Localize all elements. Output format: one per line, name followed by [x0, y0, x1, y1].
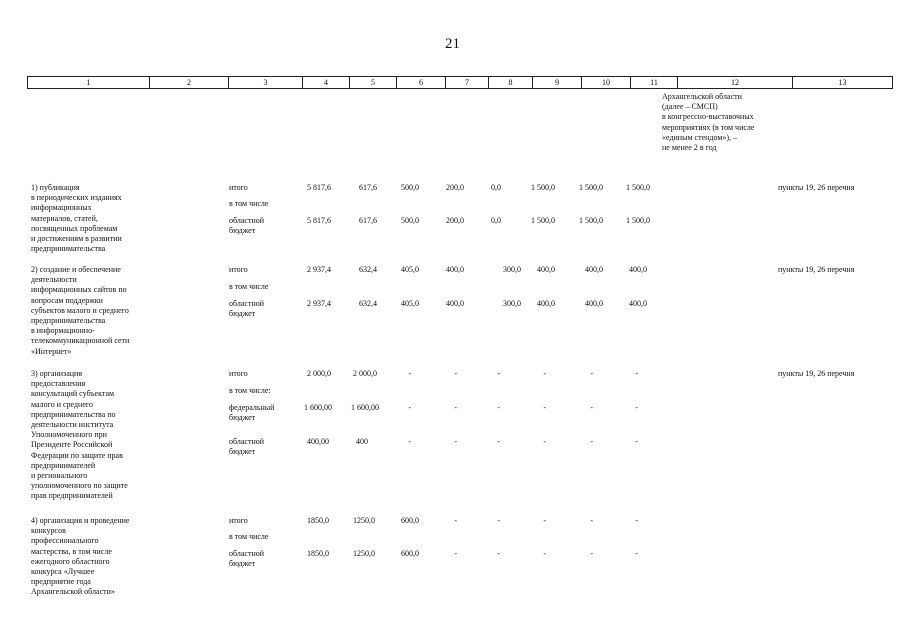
- value-cell: 300,0: [503, 299, 521, 308]
- value-cell: 400,0: [537, 299, 555, 308]
- column-header: 10: [582, 77, 631, 88]
- value-cell: 400,0: [537, 265, 555, 274]
- value-cell: 400,0: [446, 265, 464, 274]
- value-cell: -: [497, 549, 500, 558]
- value-cell: -: [408, 369, 411, 378]
- value-cell: -: [454, 549, 457, 558]
- column-header: 7: [446, 77, 489, 88]
- value-cell: 1 500,0: [531, 183, 555, 192]
- value-cell: 400,0: [585, 299, 603, 308]
- value-cell: 0,0: [491, 216, 501, 225]
- value-cell: 400,00: [307, 437, 329, 446]
- value-cell: -: [635, 437, 638, 446]
- line-label: федеральный бюджет: [229, 403, 275, 423]
- column-header: 11: [631, 77, 678, 88]
- value-cell: 5 817,6: [307, 183, 331, 192]
- line-label: итого: [229, 265, 248, 274]
- row-name: 1) публикация в периодических изданиях информационных материалов, статей, посвященных проблемам и достижениям в развитии предпринимательства: [31, 183, 122, 254]
- value-cell: -: [543, 549, 546, 558]
- value-cell: -: [497, 369, 500, 378]
- value-cell: -: [590, 516, 593, 525]
- value-cell: 5 817,6: [307, 216, 331, 225]
- value-cell: 1 600,00: [351, 403, 379, 412]
- line-label: в том числе: [229, 199, 269, 208]
- value-cell: -: [543, 369, 546, 378]
- value-cell: 200,0: [446, 216, 464, 225]
- value-cell: 1850,0: [307, 549, 329, 558]
- line-label: в том числе:: [229, 386, 271, 395]
- value-cell: 1 500,0: [531, 216, 555, 225]
- value-cell: 2 000,0: [353, 369, 377, 378]
- value-cell: 300,0: [503, 265, 521, 274]
- value-cell: -: [454, 369, 457, 378]
- value-cell: -: [590, 369, 593, 378]
- line-label: итого: [229, 183, 248, 192]
- column-header: 3: [229, 77, 303, 88]
- value-cell: 400,0: [629, 299, 647, 308]
- value-cell: 617,6: [359, 216, 377, 225]
- value-cell: 632,4: [359, 299, 377, 308]
- column-header: 5: [350, 77, 397, 88]
- value-cell: -: [497, 437, 500, 446]
- table-header-row: [27, 76, 893, 89]
- value-cell: 600,0: [401, 516, 419, 525]
- value-cell: 1250,0: [353, 549, 375, 558]
- value-cell: -: [408, 403, 411, 412]
- value-cell: -: [408, 437, 411, 446]
- value-cell: 1250,0: [353, 516, 375, 525]
- row-note: пункты 19, 26 перечня: [778, 183, 855, 192]
- line-label: областной бюджет: [229, 299, 265, 319]
- value-cell: 1 500,0: [626, 216, 650, 225]
- value-cell: -: [454, 516, 457, 525]
- value-cell: 1 600,00: [304, 403, 332, 412]
- value-cell: -: [590, 549, 593, 558]
- value-cell: -: [635, 516, 638, 525]
- row-note: пункты 19, 26 перечня: [778, 265, 855, 274]
- value-cell: 500,0: [401, 183, 419, 192]
- column-header: 1: [28, 77, 150, 88]
- value-cell: 600,0: [401, 549, 419, 558]
- value-cell: -: [543, 403, 546, 412]
- value-cell: -: [454, 403, 457, 412]
- value-cell: -: [635, 403, 638, 412]
- row-name: 2) создание и обеспечение деятельности информационных сайтов по вопросам поддержки субъектов малого и среднего предпринимательства в информационно- телекоммуникационной сети «Интернет»: [31, 265, 130, 356]
- value-cell: 500,0: [401, 216, 419, 225]
- column-header: 4: [303, 77, 350, 88]
- column-header: 6: [397, 77, 446, 88]
- value-cell: 200,0: [446, 183, 464, 192]
- value-cell: 0,0: [491, 183, 501, 192]
- column-header: 9: [533, 77, 582, 88]
- column-header: 12: [678, 77, 793, 88]
- row-note: пункты 19, 26 перечня: [778, 369, 855, 378]
- line-label: областной бюджет: [229, 549, 265, 569]
- value-cell: 1850,0: [307, 516, 329, 525]
- value-cell: 1 500,0: [579, 183, 603, 192]
- line-label: итого: [229, 516, 248, 525]
- value-cell: 2 937,4: [307, 299, 331, 308]
- value-cell: -: [543, 437, 546, 446]
- value-cell: -: [543, 516, 546, 525]
- value-cell: -: [590, 437, 593, 446]
- line-label: областной бюджет: [229, 216, 265, 236]
- column-header: 8: [489, 77, 533, 88]
- row-name: 4) организация и проведение конкурсов профессионального мастерства, в том числе ежегодного областного конкурса «Лучшее предприятие года Архангельской области»: [31, 516, 130, 597]
- value-cell: -: [635, 369, 638, 378]
- line-label: областной бюджет: [229, 437, 265, 457]
- value-cell: 400,0: [585, 265, 603, 274]
- value-cell: -: [454, 437, 457, 446]
- value-cell: -: [497, 403, 500, 412]
- value-cell: 405,0: [401, 299, 419, 308]
- line-label: в том числе: [229, 282, 269, 291]
- value-cell: 400,0: [629, 265, 647, 274]
- value-cell: -: [590, 403, 593, 412]
- row-name: 3) организация предоставления консультаций субъектам малого и среднего предпринимательства по деятельности института Уполномоченного при Президенте Российской Федерации по защите прав предпринимателей и регионального уполномоченного по защите прав предпринимателей: [31, 369, 128, 501]
- value-cell: 2 937,4: [307, 265, 331, 274]
- value-cell: 400: [356, 437, 368, 446]
- value-cell: 400,0: [446, 299, 464, 308]
- value-cell: 1 500,0: [626, 183, 650, 192]
- value-cell: 2 000,0: [307, 369, 331, 378]
- column-header: 13: [838, 78, 847, 87]
- value-cell: -: [497, 516, 500, 525]
- value-cell: 632,4: [359, 265, 377, 274]
- value-cell: -: [635, 549, 638, 558]
- page-number: 21: [445, 36, 460, 52]
- value-cell: 405,0: [401, 265, 419, 274]
- carryover-text: Архангельской области (далее – СМСП) в конгрессно-выставочных мероприятиях (в том числе «единым стендом»), – не менее 2 в год: [662, 92, 755, 153]
- value-cell: 1 500,0: [579, 216, 603, 225]
- line-label: итого: [229, 369, 248, 378]
- line-label: в том числе: [229, 532, 269, 541]
- value-cell: 617,6: [359, 183, 377, 192]
- column-header: 2: [150, 77, 229, 88]
